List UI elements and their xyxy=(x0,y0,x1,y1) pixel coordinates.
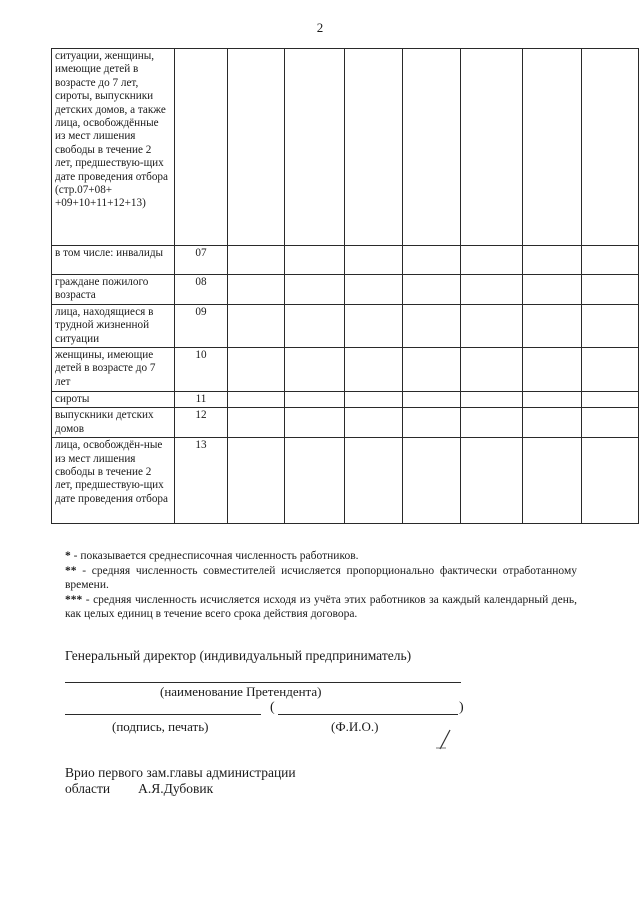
value-cell[interactable] xyxy=(403,246,461,275)
applicant-name-line[interactable] xyxy=(65,682,461,683)
row-code: 09 xyxy=(175,304,228,347)
footnote-2 xyxy=(65,564,577,593)
value-cell[interactable] xyxy=(461,246,523,275)
value-cell[interactable] xyxy=(582,246,639,275)
value-cell[interactable] xyxy=(582,348,639,392)
table-row xyxy=(52,348,639,392)
employee-count-table xyxy=(51,48,639,524)
value-cell[interactable] xyxy=(228,49,285,246)
row-label: женщины, имеющие детей в возрасте до 7 лет xyxy=(52,348,175,392)
value-cell[interactable] xyxy=(461,408,523,438)
signatory-name: А.Я.Дубовик xyxy=(138,781,214,796)
value-cell[interactable] xyxy=(582,304,639,347)
value-cell[interactable] xyxy=(285,392,345,408)
row-code: 08 xyxy=(175,275,228,305)
value-cell[interactable] xyxy=(345,348,403,392)
footnote-3 xyxy=(65,593,577,622)
value-cell[interactable] xyxy=(523,49,582,246)
table-row xyxy=(52,304,639,347)
value-cell[interactable] xyxy=(582,392,639,408)
value-cell[interactable] xyxy=(228,304,285,347)
fio-close-paren: ) xyxy=(459,700,464,715)
value-cell[interactable] xyxy=(523,438,582,524)
value-cell[interactable] xyxy=(285,438,345,524)
value-cell[interactable] xyxy=(403,408,461,438)
row-code: 07 xyxy=(175,246,228,275)
value-cell[interactable] xyxy=(461,275,523,305)
row-label: выпускники детских домов xyxy=(52,408,175,438)
value-cell[interactable] xyxy=(228,246,285,275)
value-cell[interactable] xyxy=(523,246,582,275)
row-label: сироты xyxy=(52,392,175,408)
row-code: 10 xyxy=(175,348,228,392)
value-cell[interactable] xyxy=(345,304,403,347)
value-cell[interactable] xyxy=(228,275,285,305)
value-cell[interactable] xyxy=(345,408,403,438)
value-cell[interactable] xyxy=(461,49,523,246)
table-row xyxy=(52,438,639,524)
value-cell[interactable] xyxy=(285,348,345,392)
director-title: Генеральный директор (индивидуальный предприниматель) xyxy=(65,648,412,663)
footnote-marker: * xyxy=(65,550,71,562)
row-code xyxy=(175,49,228,246)
value-cell[interactable] xyxy=(523,275,582,305)
value-cell[interactable] xyxy=(403,275,461,305)
value-cell[interactable] xyxy=(403,304,461,347)
value-cell[interactable] xyxy=(582,408,639,438)
table-row xyxy=(52,275,639,305)
footnote-1 xyxy=(65,549,577,564)
fio-open-paren: ( xyxy=(270,700,275,715)
table-row xyxy=(52,49,639,246)
row-label: в том числе: инвалиды xyxy=(52,246,175,275)
row-code: 13 xyxy=(175,438,228,524)
value-cell[interactable] xyxy=(345,438,403,524)
value-cell[interactable] xyxy=(403,392,461,408)
value-cell[interactable] xyxy=(582,49,639,246)
signatory-block xyxy=(65,765,296,797)
signatory-line-2 xyxy=(65,781,296,797)
fio-caption: (Ф.И.О.) xyxy=(331,719,379,734)
signatory-region: области xyxy=(65,781,111,796)
footnotes xyxy=(65,549,577,622)
value-cell[interactable] xyxy=(461,348,523,392)
row-label: лица, находящиеся в трудной жизненной ситуации xyxy=(52,304,175,347)
value-cell[interactable] xyxy=(523,392,582,408)
footnote-marker: ** xyxy=(65,564,77,577)
table-row xyxy=(52,246,639,275)
value-cell[interactable] xyxy=(523,348,582,392)
applicant-caption: (наименование Претендента) xyxy=(160,684,322,699)
value-cell[interactable] xyxy=(582,438,639,524)
signature-caption: (подпись, печать) xyxy=(112,719,209,734)
value-cell[interactable] xyxy=(461,304,523,347)
value-cell[interactable] xyxy=(228,392,285,408)
value-cell[interactable] xyxy=(345,392,403,408)
table-row xyxy=(52,392,639,408)
value-cell[interactable] xyxy=(228,438,285,524)
value-cell[interactable] xyxy=(285,246,345,275)
value-cell[interactable] xyxy=(345,246,403,275)
value-cell[interactable] xyxy=(523,408,582,438)
footnote-text: - показывается среднесписочная численность работников. xyxy=(70,550,359,562)
value-cell[interactable] xyxy=(228,408,285,438)
row-code: 11 xyxy=(175,392,228,408)
footnote-text: - средняя численность совместителей исчисляется пропорционально фактически отработанному времени. xyxy=(65,564,577,591)
footnote-marker: *** xyxy=(65,593,83,606)
signature-line[interactable] xyxy=(65,714,261,715)
row-code: 12 xyxy=(175,408,228,438)
value-cell[interactable] xyxy=(403,348,461,392)
value-cell[interactable] xyxy=(285,304,345,347)
row-label: граждане пожилого возраста xyxy=(52,275,175,305)
value-cell[interactable] xyxy=(285,408,345,438)
value-cell[interactable] xyxy=(345,275,403,305)
footnote-text: - средняя численность исчисляется исходя из учёта этих работников за каждый календарный день, как целых единиц в течение всего срока действия договора. xyxy=(65,593,577,620)
row-label: лица, освобождён-ные из мест лишения свободы в течение 2 лет, предшествую-щих дате проведения отбора xyxy=(52,438,175,524)
value-cell[interactable] xyxy=(285,275,345,305)
page-number: 2 xyxy=(316,20,324,35)
value-cell[interactable] xyxy=(461,438,523,524)
value-cell[interactable] xyxy=(228,348,285,392)
signatory-position: Врио первого зам.главы администрации xyxy=(65,765,296,780)
value-cell[interactable] xyxy=(461,392,523,408)
fio-line[interactable] xyxy=(278,714,458,715)
row-label: ситуации, женщины, имеющие детей в возрасте до 7 лет, сироты, выпускники детских домов, а также лица, освобождённые из мест лишения свободы в течение 2 лет, предшествую-щих дате проведения отбора (стр.07+08+ +09+10+11+12+13) xyxy=(52,49,175,246)
table-row xyxy=(52,408,639,438)
value-cell[interactable] xyxy=(403,438,461,524)
value-cell[interactable] xyxy=(403,49,461,246)
value-cell[interactable] xyxy=(345,49,403,246)
value-cell[interactable] xyxy=(582,275,639,305)
value-cell[interactable] xyxy=(285,49,345,246)
pen-stroke-mark xyxy=(436,727,456,751)
value-cell[interactable] xyxy=(523,304,582,347)
